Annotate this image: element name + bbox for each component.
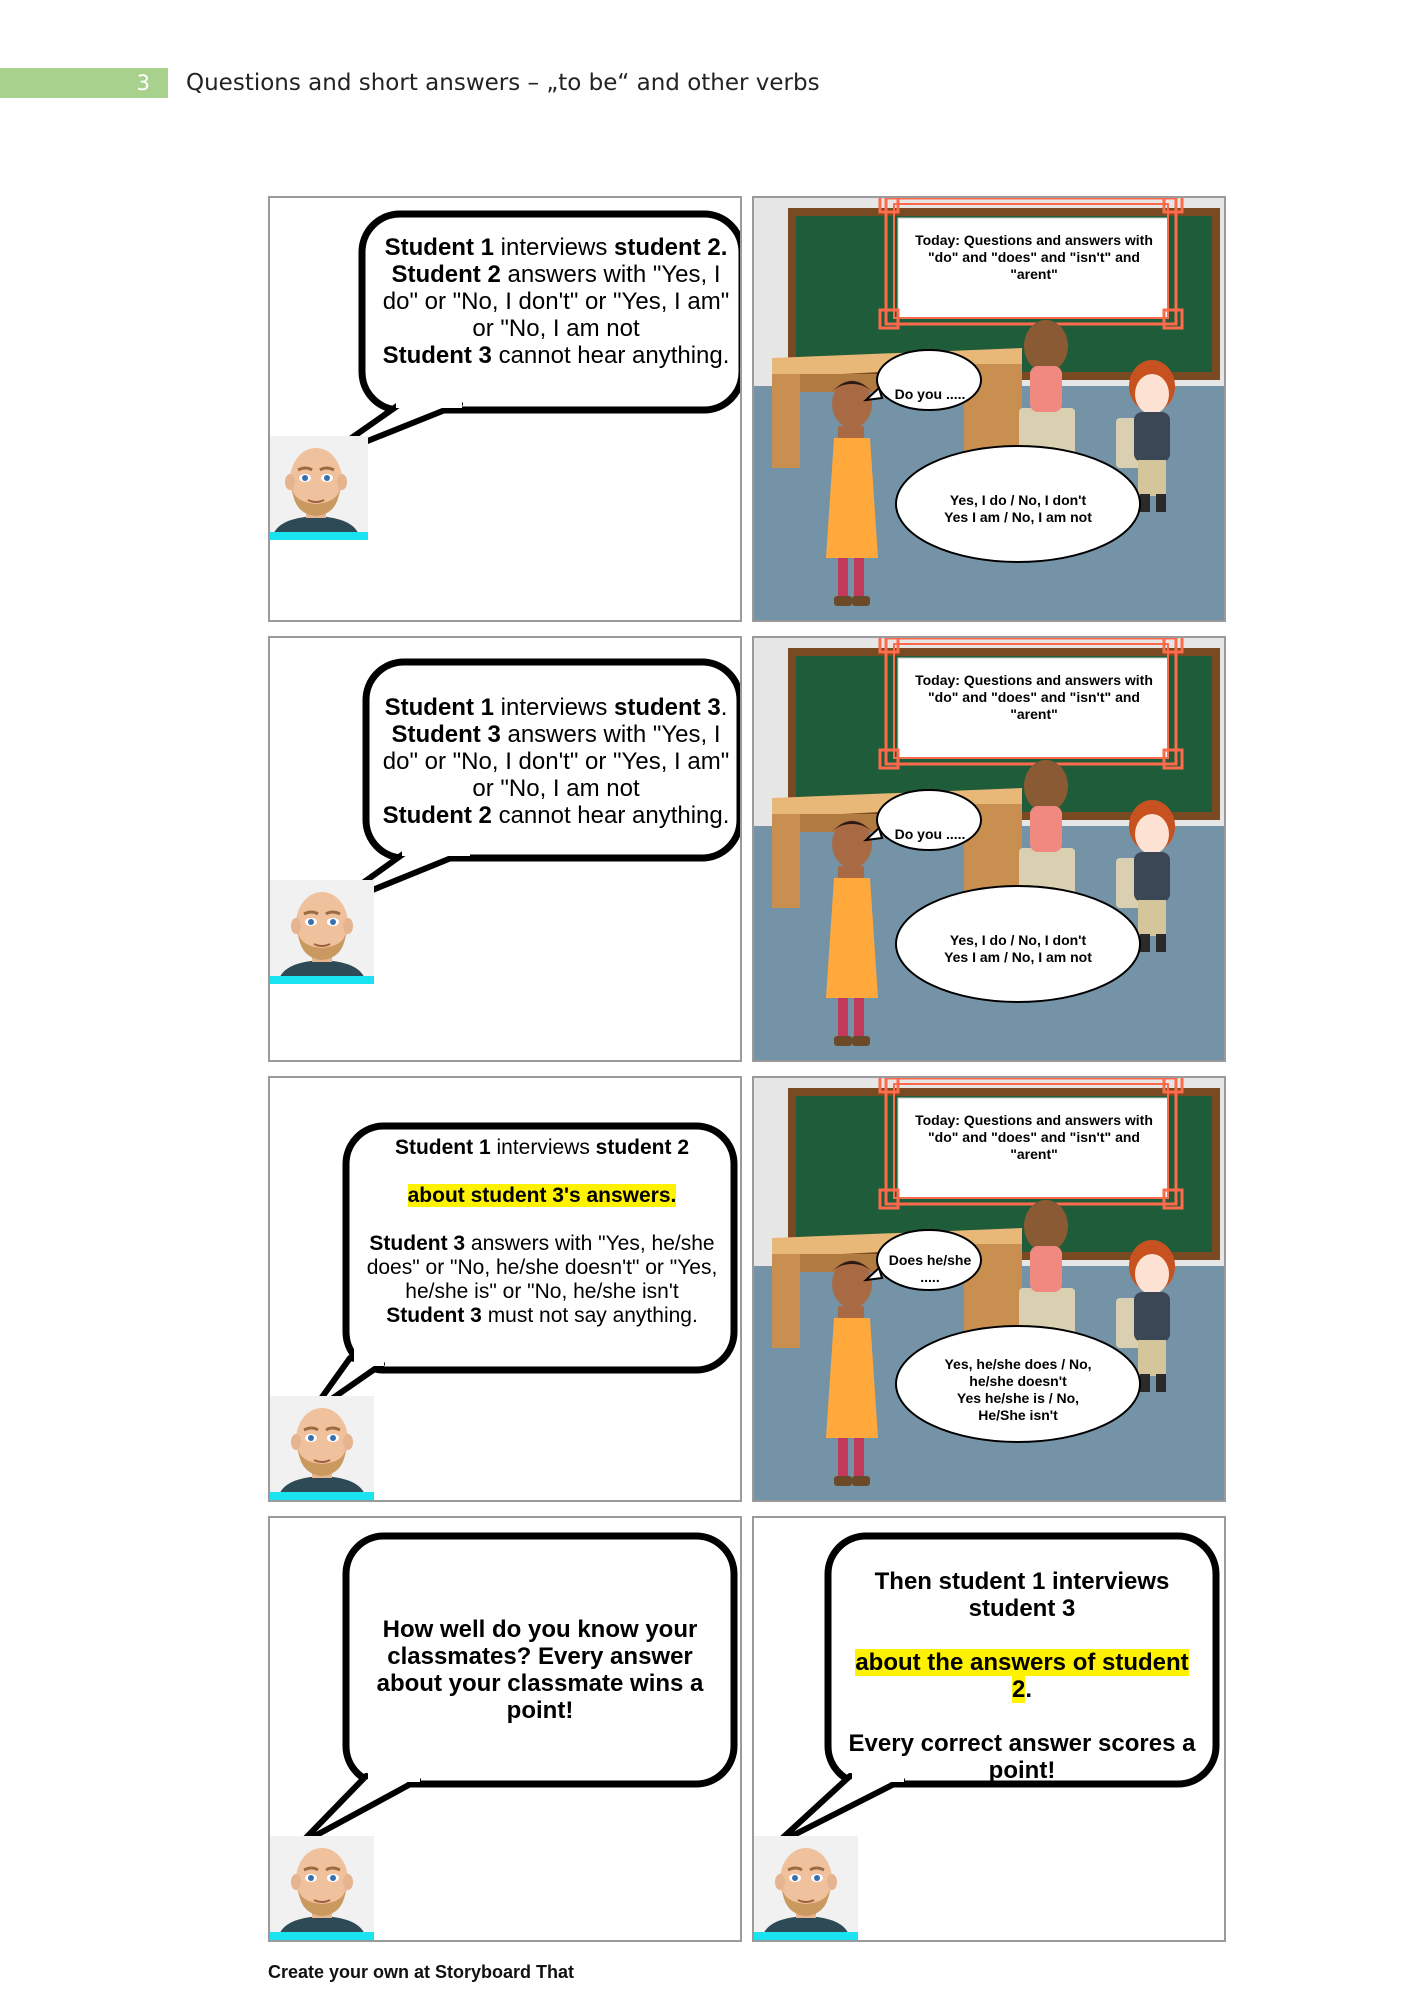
board-text: Today: Questions and answers with "do" and "does" and "isn't" and "arent": [915, 232, 1153, 282]
storyboard-panel-6: [752, 1076, 1226, 1502]
instruction-text: Student 1 interviews student 3. Student 3 answers with "Yes, I do" or "No, I don't" or "Yes, I am" or "No, I am not Student 2 cannot hear anything.: [382, 694, 730, 829]
storyboard-panel-8: [752, 1516, 1226, 1942]
teacher-avatar: [754, 1836, 858, 1940]
page-number: 3: [0, 68, 168, 98]
teacher-avatar: [270, 1836, 374, 1940]
instruction-text: Student 1 interviews student 2 about student 3's answers. Student 3 answers with "Yes, he/she does" or "No, he/she doesn't" or "Yes, he/she is" or "No, he/she isn't Student 3 must not say anything.: [366, 1136, 718, 1327]
teacher-avatar: [268, 436, 368, 540]
board-text: Today: Questions and answers with "do" and "does" and "isn't" and "arent": [915, 672, 1153, 722]
question-text: Does he/she .....: [888, 1252, 972, 1285]
page-title: Questions and short answers – „to be“ and other verbs: [186, 70, 820, 96]
board-text: Today: Questions and answers with "do" and "does" and "isn't" and "arent": [915, 1112, 1153, 1162]
storyboard-panel-3: [268, 636, 742, 1062]
teacher-avatar: [270, 1396, 374, 1500]
answer-text: Yes, he/she does / No, he/she doesn't Yes he/she is / No, He/She isn't: [944, 1356, 1092, 1423]
answer-text: Yes, I do / No, I don't Yes I am / No, I am not: [944, 492, 1092, 525]
instruction-text: Student 1 interviews student 2. Student 2 answers with "Yes, I do" or "No, I don't" or "Yes, I am" or "No, I am not Student 3 cannot hear anything.: [382, 234, 730, 369]
highlighted-text: about student 3's answers.: [407, 1184, 677, 1207]
question-text: Do you .....: [894, 826, 966, 842]
storyboard-panel-5: [268, 1076, 742, 1502]
storyboard-panel-1: [268, 196, 742, 622]
storyboard-panel-2: [752, 196, 1226, 622]
answer-text: Yes, I do / No, I don't Yes I am / No, I am not: [944, 932, 1092, 965]
storyboard-credit: Create your own at Storyboard That: [268, 1962, 575, 1982]
storyboard-panel-7: [268, 1516, 742, 1942]
instruction-text: Then student 1 interviews student 3 about the answers of student 2. Every correct answer scores a point!: [848, 1568, 1196, 1784]
teacher-avatar: [270, 880, 374, 984]
storyboard-panel-4: [752, 636, 1226, 1062]
page-header: [0, 68, 900, 98]
question-text: Do you .....: [894, 386, 966, 402]
instruction-text: How well do you know your classmates? Every answer about your classmate wins a point!: [376, 1616, 704, 1724]
highlighted-text: about the answers of student 2: [855, 1649, 1189, 1703]
